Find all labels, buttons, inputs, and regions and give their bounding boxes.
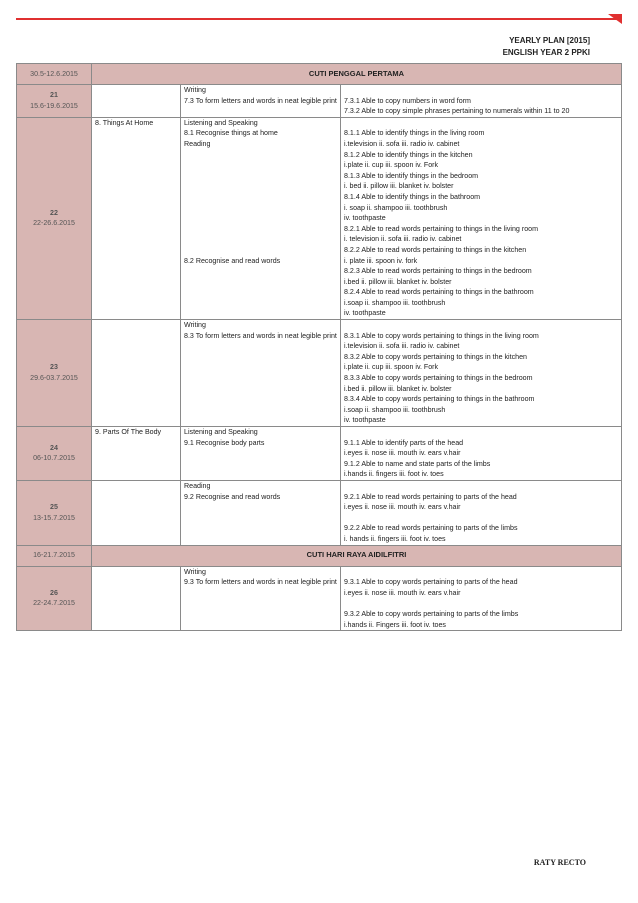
header-rule xyxy=(16,14,622,24)
skill-line xyxy=(184,245,337,256)
header-rule-mark xyxy=(608,14,622,24)
holiday-row xyxy=(17,545,622,566)
plan-title: YEARLY PLAN [2015] xyxy=(509,36,590,45)
skill-line xyxy=(184,234,337,245)
outcome-line xyxy=(344,85,618,96)
week-cell xyxy=(17,480,92,545)
skill-line: 8.3 To form letters and words in neat legible print xyxy=(184,331,337,340)
week-dates: 13-15.7.2015 xyxy=(33,513,75,522)
skills-cell xyxy=(181,480,341,545)
week-number: 23 xyxy=(50,363,58,372)
week-row xyxy=(17,117,622,319)
skill-line: Writing xyxy=(184,567,206,576)
week-cell xyxy=(17,427,92,481)
outcome-line: 9.3.2 Able to copy words pertaining to parts of the limbs xyxy=(344,609,519,618)
theme-cell xyxy=(92,320,181,427)
outcomes-cell xyxy=(341,566,622,631)
skills-cell xyxy=(181,85,341,118)
holiday-title: CUTI PENGGAL PERTAMA xyxy=(92,64,622,85)
outcome-line: iv. toothpaste xyxy=(344,309,386,318)
week-number: 25 xyxy=(50,503,58,512)
theme-cell: 9. Parts Of The Body xyxy=(92,427,181,481)
yearly-plan-body xyxy=(17,64,622,631)
week-dates: 06-10.7.2015 xyxy=(33,454,75,463)
week-cell xyxy=(17,566,92,631)
outcome-line xyxy=(344,481,618,492)
week-number: 22 xyxy=(50,208,58,217)
outcomes-cell xyxy=(341,85,622,118)
header-rule-line xyxy=(16,18,622,20)
outcome-line: 7.3.2 Able to copy simple phrases pertaining to numerals within 11 to 20 xyxy=(344,107,570,116)
outcome-line: i. plate iii. spoon iv. fork xyxy=(344,256,418,265)
skills-cell xyxy=(181,117,341,319)
skill-line: 9.3 To form letters and words in neat legible print xyxy=(184,578,337,587)
week-dates: 30.5-12.6.2015 xyxy=(30,69,78,78)
outcome-line: 8.3.1 Able to copy words pertaining to things in the living room xyxy=(344,331,539,340)
skill-line: Writing xyxy=(184,86,206,94)
outcome-line: 8.1.2 Able to identify things in the kitchen xyxy=(344,150,473,159)
week-row xyxy=(17,320,622,427)
week-number: 26 xyxy=(50,588,58,597)
skills-cell xyxy=(181,427,341,481)
outcome-line: i.soap ii. shampoo iii. toothbrush xyxy=(344,298,446,307)
outcome-line: 8.3.3 Able to copy words pertaining to things in the bedroom xyxy=(344,374,533,383)
skill-line: 8.1 Recognise things at home xyxy=(184,129,278,138)
theme-cell xyxy=(92,85,181,118)
skill-line xyxy=(184,181,337,192)
outcome-line: i. hands ii. fingers iii. foot iv. toes xyxy=(344,534,446,543)
outcome-line: i.soap ii. shampoo iii. toothbrush xyxy=(344,405,446,414)
outcome-line xyxy=(344,513,618,524)
outcome-line: i.television ii. sofa iii. radio iv. cabinet xyxy=(344,139,460,148)
skill-line: 8.2 Recognise and read words xyxy=(184,256,281,265)
week-cell xyxy=(17,64,92,85)
outcome-line xyxy=(344,567,618,578)
skill-line: 9.2 Recognise and read words xyxy=(184,492,281,501)
outcome-line: i.eyes ii. nose iii. mouth iv. ears v.hair xyxy=(344,588,461,597)
week-row xyxy=(17,85,622,118)
outcome-line: 8.2.2 Able to read words pertaining to things in the kitchen xyxy=(344,245,527,254)
skill-line: Reading xyxy=(184,139,211,148)
week-number: 21 xyxy=(50,91,58,100)
outcome-line: i. bed ii. pillow iii. blanket iv. bolster xyxy=(344,182,454,191)
skill-line: Listening and Speaking xyxy=(184,428,258,436)
skill-line xyxy=(184,213,337,224)
week-row xyxy=(17,480,622,545)
outcome-line: i. soap ii. shampoo iii. toothbrush xyxy=(344,203,448,212)
outcome-line: i. television ii. sofa iii. radio iv. cabinet xyxy=(344,235,462,244)
skill-line: 7.3 To form letters and words in neat legible print xyxy=(184,96,337,105)
week-row xyxy=(17,566,622,631)
skill-line: Listening and Speaking xyxy=(184,118,258,127)
outcomes-cell xyxy=(341,427,622,481)
skill-line xyxy=(184,192,337,203)
outcome-line: 9.1.2 Able to name and state parts of the limbs xyxy=(344,459,491,468)
week-cell xyxy=(17,117,92,319)
holiday-row xyxy=(17,64,622,85)
outcome-line: i.television ii. sofa iii. radio iv. cabinet xyxy=(344,342,460,351)
week-row xyxy=(17,427,622,481)
week-dates: 29.6-03.7.2015 xyxy=(30,374,78,383)
skill-line xyxy=(184,203,337,214)
outcome-line: i.eyes ii. nose iii. mouth iv. ears v.hair xyxy=(344,503,461,512)
week-cell xyxy=(17,85,92,118)
week-cell xyxy=(17,545,92,566)
outcome-line: 7.3.1 Able to copy numbers in word form xyxy=(344,96,471,105)
skill-line xyxy=(184,224,337,235)
outcome-line: 9.2.1 Able to read words pertaining to parts of the head xyxy=(344,492,517,501)
skill-line: 9.1 Recognise body parts xyxy=(184,438,265,447)
yearly-plan-table xyxy=(16,63,622,631)
outcome-line: iv. toothpaste xyxy=(344,214,386,223)
skills-cell xyxy=(181,320,341,427)
theme-cell xyxy=(92,566,181,631)
skill-line xyxy=(184,150,337,161)
outcome-line: 8.1.3 Able to identify things in the bedroom xyxy=(344,171,479,180)
week-dates: 15.6-19.6.2015 xyxy=(30,101,78,110)
outcome-line: i.bed ii. pillow iii. blanket iv. bolster xyxy=(344,384,452,393)
outcome-line: 8.2.4 Able to read words pertaining to things in the bathroom xyxy=(344,288,534,297)
outcome-line xyxy=(344,320,618,331)
week-dates: 22-26.6.2015 xyxy=(33,219,75,228)
outcome-line: 9.3.1 Able to copy words pertaining to parts of the head xyxy=(344,578,518,587)
outcome-line xyxy=(344,598,618,609)
outcome-line: 9.2.2 Able to read words pertaining to parts of the limbs xyxy=(344,524,518,533)
theme-cell xyxy=(92,480,181,545)
outcome-line: iv. toothpaste xyxy=(344,416,386,425)
outcome-line: i.hands ii. fingers iii. foot iv. toes xyxy=(344,470,444,479)
outcome-line: 8.1.1 Able to identify things in the living room xyxy=(344,129,485,138)
week-cell xyxy=(17,320,92,427)
skill-line xyxy=(184,160,337,171)
outcome-line: i.hands ii. Fingers iii. foot iv. toes xyxy=(344,620,446,629)
outcome-line: 9.1.1 Able to identify parts of the head xyxy=(344,438,464,447)
plan-subtitle: ENGLISH YEAR 2 PPKI xyxy=(502,48,590,57)
outcome-line: 8.2.1 Able to read words pertaining to things in the living room xyxy=(344,224,539,233)
outcome-line: 8.3.4 Able to copy words pertaining to things in the bathroom xyxy=(344,395,535,404)
outcomes-cell xyxy=(341,480,622,545)
holiday-title: CUTI HARI RAYA AIDILFITRI xyxy=(92,545,622,566)
theme-cell: 8. Things At Home xyxy=(92,117,181,319)
outcomes-cell xyxy=(341,320,622,427)
outcome-line: i.plate ii. cup iii. spoon iv. Fork xyxy=(344,363,439,372)
outcomes-cell xyxy=(341,117,622,319)
outcome-line: 8.3.2 Able to copy words pertaining to things in the kitchen xyxy=(344,352,527,361)
week-dates: 22-24.7.2015 xyxy=(33,599,75,608)
week-number: 24 xyxy=(50,443,58,452)
skill-line xyxy=(184,171,337,182)
skill-line: Reading xyxy=(184,481,211,490)
outcome-line xyxy=(344,427,618,438)
skills-cell xyxy=(181,566,341,631)
week-dates: 16-21.7.2015 xyxy=(33,551,75,560)
skill-line: Writing xyxy=(184,321,206,330)
outcome-line: 8.2.3 Able to read words pertaining to things in the bedroom xyxy=(344,267,532,276)
outcome-line xyxy=(344,118,618,129)
outcome-line: i.plate ii. cup iii. spoon iv. Fork xyxy=(344,161,439,170)
outcome-line: i.eyes ii. nose iii. mouth iv. ears v.hair xyxy=(344,449,461,458)
outcome-line: 8.1.4 Able to identify things in the bathroom xyxy=(344,192,481,201)
footer-author: RATY RECTO xyxy=(533,858,586,867)
outcome-line: i.bed ii. pillow iii. blanket iv. bolster xyxy=(344,277,452,286)
